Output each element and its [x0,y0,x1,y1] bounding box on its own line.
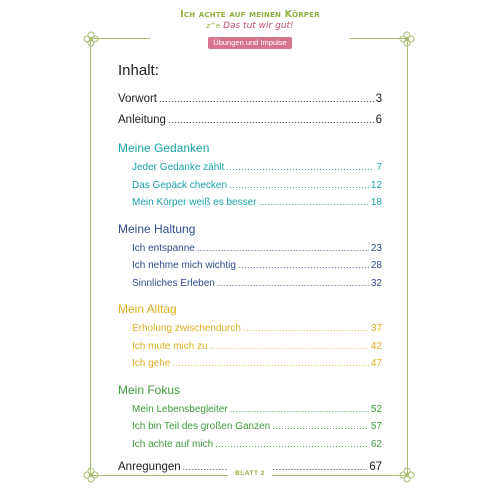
toc-subentry [118,401,382,419]
flower-icon [399,31,415,47]
toc-subentry [118,355,382,373]
header-subtitle-text: Das tut wir gut! [223,21,294,31]
toc-subentry [118,240,382,258]
header-title: Ich achte auf meinen Körper [180,9,320,20]
toc-subentry-label: Ich mute mich zu [132,340,208,352]
toc-subentry [118,275,382,293]
flower-icon [399,467,415,483]
header-subtitle [150,21,350,32]
toc-subentry [118,338,382,356]
toc-subentry-page: 32 [370,277,382,289]
toc-entry-label: Vorwort [118,93,157,105]
toc-subentry-page: 57 [370,421,382,432]
toc-subentry-page: 52 [370,403,382,415]
toc-entry [118,89,382,110]
toc-leader [168,110,374,131]
toc-entry-label: Anregungen [118,461,181,473]
toc-subentry [118,159,382,177]
toc-leader [230,401,369,419]
toc-heading: Inhalt: [118,62,159,79]
toc-entry-page: 6 [375,114,382,126]
toc-leader [243,320,369,338]
toc-section-title [118,379,382,401]
toc-leader [183,457,368,478]
toc-leader [226,159,374,177]
section-title-text: Meine Haltung [118,221,196,236]
toc-subentry-page: 12 [370,179,382,191]
toc-leader [197,240,369,258]
toc-subentry [118,418,382,436]
flower-icon [83,467,99,483]
toc-subentry [118,257,382,275]
section-title-text: Mein Fokus [118,382,181,397]
toc-subentry-page: 23 [370,242,382,254]
toc-section-title [118,298,382,320]
section-title-text: Meine Gedanken [118,141,210,155]
toc-subentry-label: Sinnliches Erleben [132,277,215,289]
flower-icon [83,31,99,47]
toc-subentry-page: 62 [370,438,382,450]
toc-entry-label: Anleitung [118,114,166,126]
toc-subentry-page: 28 [370,260,382,271]
toc-subentry-label: Ich achte auf mich [132,438,214,450]
toc-subentry-label: Das Gepäck checken [132,179,228,191]
page-footer: BLATT 2 [228,469,272,478]
toc-subentry-label: Ich entspanne [132,242,195,254]
toc-leader [215,436,369,454]
toc-leader [159,89,374,110]
toc-leader [272,418,369,436]
toc-subentry-page: 7 [376,162,382,173]
toc-entry-page: 67 [369,461,382,473]
toc-section-title [118,137,382,159]
toc-subentry-page: 37 [370,323,382,334]
page-header [150,8,350,50]
toc-subentry-label: Ich gehe [132,358,171,369]
toc-subentry-label: Ich nehme mich wichtig [132,260,236,271]
toc-subentry-page: 47 [370,358,382,369]
toc-subentry-page: 18 [370,197,382,208]
header-subtitle-prefix: z^e [206,22,221,30]
toc-leader [259,194,369,212]
table-of-contents [118,62,382,478]
section-title-text: Mein Alltag [118,302,177,316]
header-badge: Übungen und Impulse [208,37,291,49]
toc-subentry-label: Mein Körper weiß es besser [132,197,257,208]
toc-subentry-label: Erholung zwischendurch [132,323,241,334]
toc-subentry-label: Jeder Gedanke zählt [132,162,225,173]
toc-entry-page: 3 [375,93,382,105]
toc-subentry [118,320,382,338]
toc-leader [172,355,369,373]
toc-section-title [118,218,382,240]
toc-subentry-label: Mein Lebensbegleiter [132,403,228,415]
toc-leader [229,177,369,195]
toc-subentry-label: Ich bin Teil des großen Ganzen [132,421,271,432]
toc-subentry [118,194,382,212]
toc-subentry [118,177,382,195]
toc-leader [238,257,369,275]
toc-subentry-page: 42 [370,340,382,352]
toc-subentry [118,436,382,454]
toc-entry [118,110,382,131]
toc-leader [210,338,369,356]
toc-leader [217,275,369,293]
